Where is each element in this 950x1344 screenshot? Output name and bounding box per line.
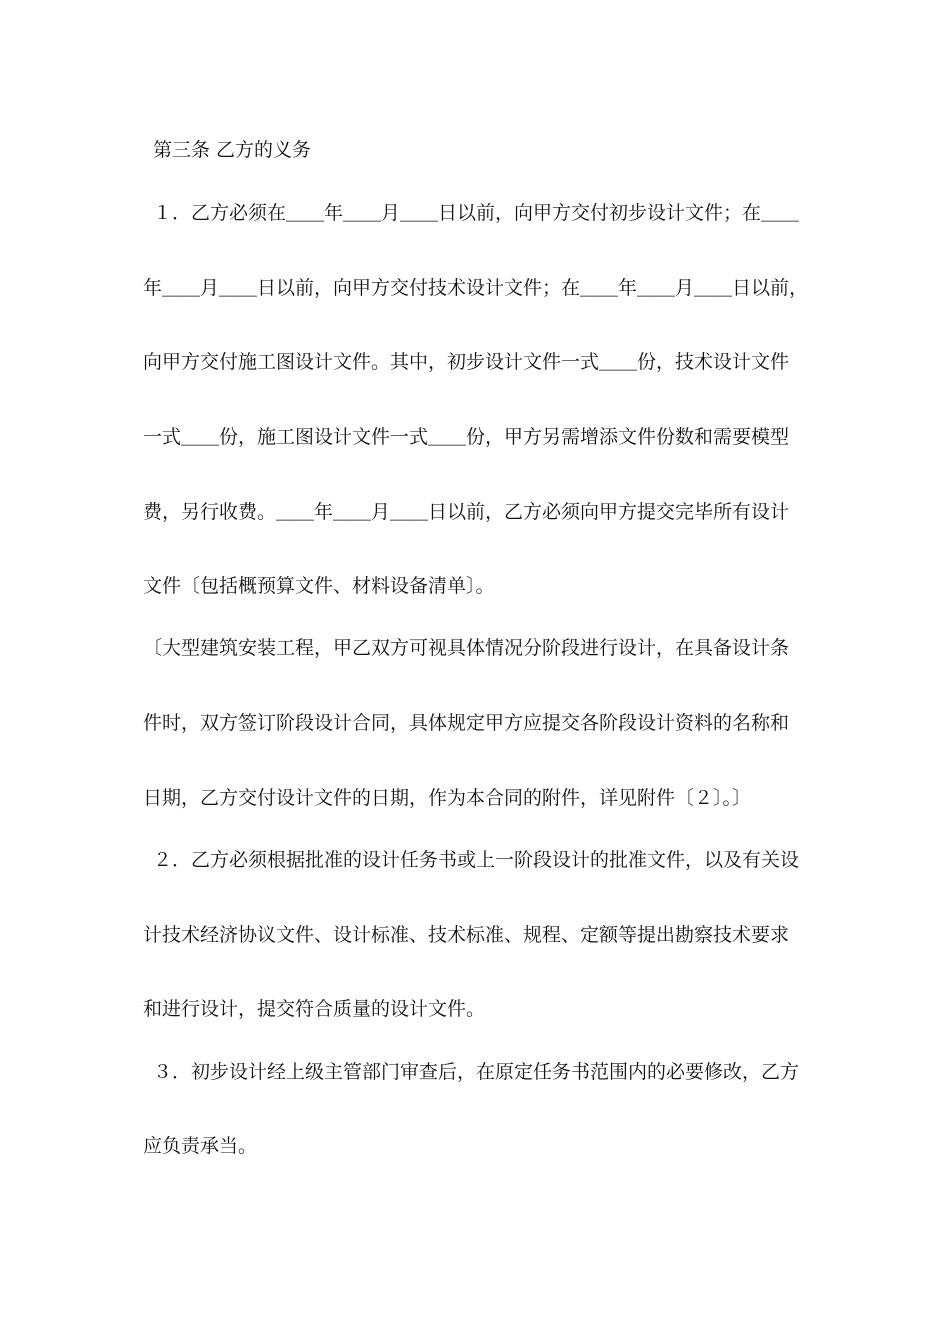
paragraph-line: 向甲方交付施工图设计文件。其中，初步设计文件一式＿＿份，技术设计文件 xyxy=(143,351,790,373)
paragraph-line: 日期，乙方交付设计文件的日期，作为本合同的附件，详见附件〔２〕。〕 xyxy=(143,787,752,809)
paragraph-line: ２．乙方必须根据批准的设计任务书或上一阶段设计的批准文件，以及有关设 xyxy=(153,849,800,871)
paragraph-line: 和进行设计，提交符合质量的设计文件。 xyxy=(143,998,486,1020)
paragraph-line: 件时，双方签订阶段设计合同，具体规定甲方应提交各阶段设计资料的名称和 xyxy=(143,712,790,734)
paragraph-line: 年＿＿月＿＿日以前，向甲方交付技术设计文件；在＿＿年＿＿月＿＿日以前， xyxy=(143,277,809,299)
paragraph-line: 费，另行收费。＿＿年＿＿月＿＿日以前，乙方必须向甲方提交完毕所有设计 xyxy=(143,501,790,523)
paragraph-line: 计技术经济协议文件、设计标准、技术标准、规程、定额等提出勘察技术要求 xyxy=(143,924,790,946)
paragraph-line: ３．初步设计经上级主管部门审查后，在原定任务书范围内的必要修改，乙方 xyxy=(153,1061,800,1083)
paragraph-line: 一式＿＿份，施工图设计文件一式＿＿份，甲方另需增添文件份数和需要模型 xyxy=(143,426,790,448)
section-heading: 第三条 乙方的义务 xyxy=(153,139,312,161)
paragraph-line: 〔大型建筑安装工程，甲乙双方可视具体情况分阶段进行设计，在具备设计条 xyxy=(143,637,790,659)
paragraph-line: １．乙方必须在＿＿年＿＿月＿＿日以前，向甲方交付初步设计文件；在＿＿ xyxy=(153,202,800,224)
paragraph-line: 应负责承当。 xyxy=(143,1135,258,1157)
paragraph-line: 文件〔包括概预算文件、材料设备清单〕。 xyxy=(143,575,495,597)
